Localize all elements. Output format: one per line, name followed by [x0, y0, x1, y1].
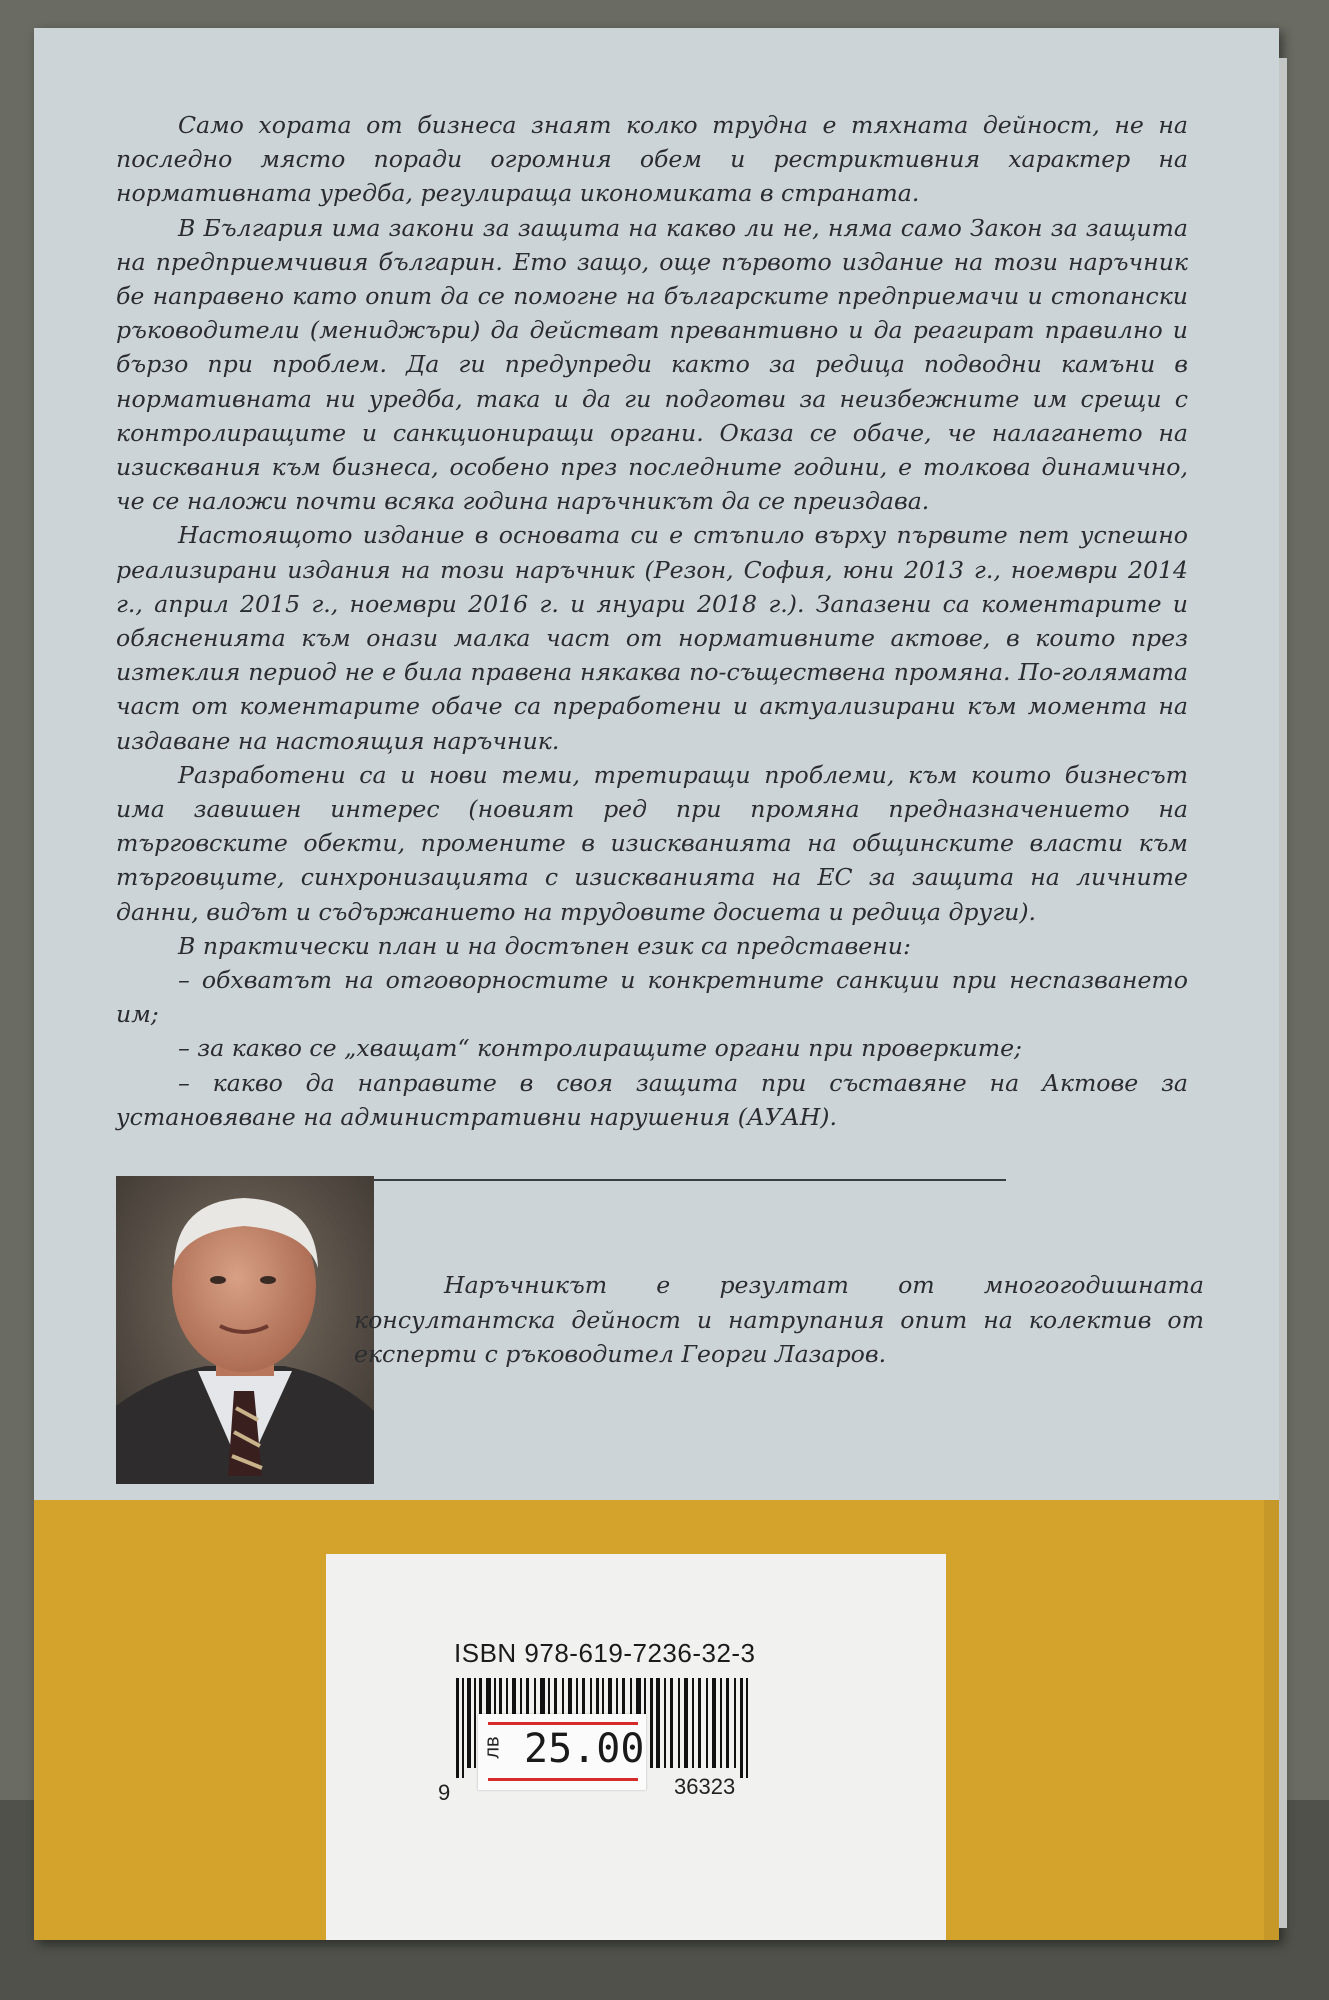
- author-portrait-image: [116, 1176, 374, 1484]
- book-page-edge: [1279, 58, 1287, 1928]
- price-stripe-bottom: [488, 1778, 638, 1781]
- author-note: Наръчникът е резултат от многогодишната консултантска дейност и натрупания опит на колектив от експерти с ръководител Георги Лазаров.: [354, 1271, 1204, 1368]
- divider-line: [294, 1179, 1006, 1181]
- blurb-paragraph-4: Разработени са и нови теми, третиращи проблеми, към които бизнесът има завишен интерес (новият ред при промяна предназначението на търговските обекти, промените в изискванията на общинските власти към търговците, синхронизацията с изискванията на ЕС за защита на личните данни, видът и съдържанието на трудовите досиета и редица други).: [116, 760, 1188, 926]
- blurb-paragraph-2: В България има закони за защита на какво ли не, няма само Закон за защита на предприемчивия българин. Ето защо, още първото издание на този наръчник бе направено като опит да се помогне на българските предприемачи и стопански ръководители (мениджъри) да действат превантивно и да реагират правилно и бързо при проблем. Да ги предупреди както за редица подводни камъни в нормативната ни уредба, така и да ги подготви за неизбежните им срещи с контролиращите и санкциониращи органи. Оказа се обаче, че налагането на изисквания към бизнеса, особено през последните години, е толкова динамично, че се наложи почти всяка година наръчникът да се преиздава.: [116, 213, 1188, 516]
- author-photo: [116, 1176, 374, 1484]
- price-sticker: [478, 1714, 646, 1790]
- blurb-list-item-2: – за какво се „хващат“ контролиращите органи при проверките;: [178, 1034, 1022, 1063]
- blurb-list-item-1: – обхватът на отговорностите и конкретните санкции при неспазването им;: [116, 966, 1188, 1029]
- blurb-list-item-3: – какво да направите в своя защита при съставяне на Актове за установяване на административни нарушения (АУАН).: [116, 1068, 1188, 1131]
- barcode-right-digits: 36323: [674, 1774, 736, 1799]
- book-back-cover: [34, 28, 1279, 1940]
- blurb-text: [116, 108, 1188, 1134]
- barcode-left-digit: 9: [438, 1780, 451, 1805]
- price-value: 25.00: [524, 1726, 645, 1772]
- band-edge: [1264, 1500, 1279, 1940]
- price-stripe-top: [488, 1722, 638, 1725]
- blurb-paragraph-5: В практически план и на достъпен език са представени:: [178, 931, 911, 960]
- price-currency: лв: [481, 1736, 504, 1759]
- blurb-paragraph-3: Настоящото издание в основата си е стъпило върху първите пет успешно реализирани издания на този наръчник (Резон, София, юни 2013 г., ноември 2014 г., април 2015 г., ноември 2016 г. и януари 2018 г.). Запазени са коментарите и обясненията към онази малка част от нормативните актове, в които през изтеклия период не е била правена някаква по-съществена промяна. По-голямата част от коментарите обаче са преработени и актуализирани към момента на издаване на настоящия наръчник.: [116, 521, 1188, 755]
- blurb-paragraph-1: Само хората от бизнеса знаят колко трудна е тяхната дейност, не на последно място поради огромния обем и рестриктивния характер на нормативната уредба, регулираща икономиката в страната.: [116, 111, 1188, 208]
- isbn-number: ISBN 978-619-7236-32-3: [454, 1638, 756, 1668]
- isbn-panel: [326, 1554, 946, 1940]
